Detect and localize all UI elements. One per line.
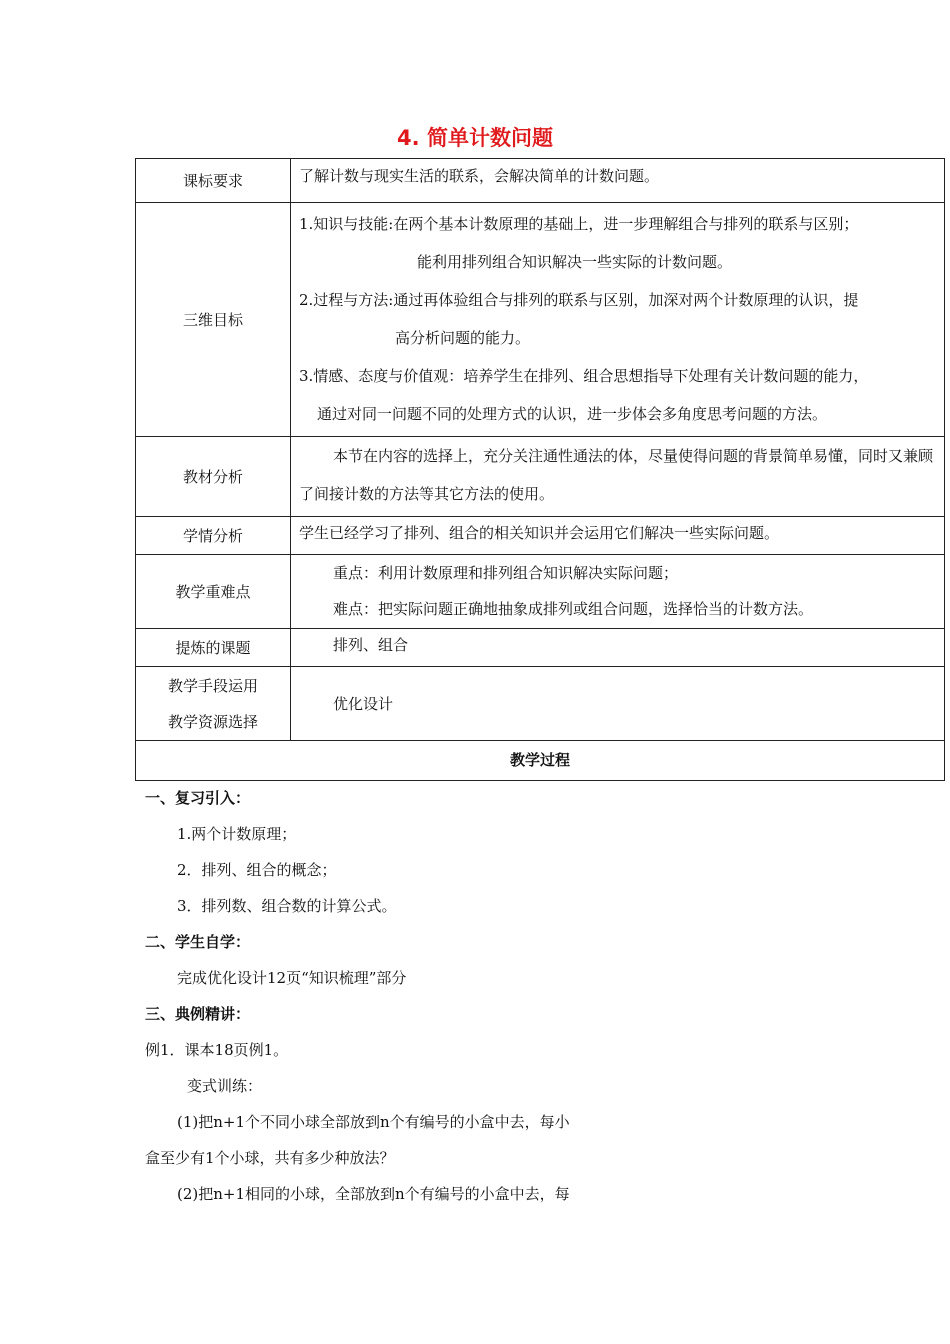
row-content [291,517,945,555]
table-row [136,159,945,203]
row-label: 提炼的课题 [136,629,291,667]
row-label: 三维目标 [136,203,291,437]
row-label: 教学重难点 [136,555,291,629]
table-row [136,555,945,629]
lesson-body [145,780,925,1212]
content-line: 高分析问题的能力。 [395,329,531,347]
text-line: (1)把n+1个不同小球全部放到n个有编号的小盒中去，每小 [177,1113,570,1131]
content-line: 2.过程与方法:通过再体验组合与排列的联系与区别，加深对两个计数原理的认识，提 [299,291,859,309]
page-title: 4. 简单计数问题 [397,126,553,150]
row-label: 课标要求 [136,159,291,203]
section-heading: 一、复习引入： [145,789,251,807]
row-label: 教材分析 [136,437,291,517]
row-content: 本节在内容的选择上，充分关注通性通法的体，尽量使得问题的背景简单易懂，同时又兼顾了间接计数的方法等其它方法的使用。 [291,437,945,517]
section-heading: 三、典例精讲： [145,1005,251,1023]
content-line: 了解计数与现实生活的联系，会解决简单的计数问题。 [299,167,660,185]
content-line: 重点：利用计数原理和排列组合知识解决实际问题； [333,564,679,582]
row-content [291,555,945,629]
content-line: 排列、组合 [333,636,409,654]
content-line: 1.知识与技能:在两个基本计数原理的基础上，进一步理解组合与排列的联系与区别； [299,215,859,233]
content-line: 难点：把实际问题正确地抽象成排列或组合问题，选择恰当的计数方法。 [333,600,814,618]
row-label [136,667,291,741]
list-item: 1.两个计数原理； [177,825,297,843]
content-line: 优化设计 [333,694,394,713]
table-row [136,437,945,517]
content-line: 学生已经学习了排列、组合的相关知识并会运用它们解决一些实际问题。 [299,524,780,542]
label-line: 教学资源选择 [167,712,258,731]
content-line: 通过对同一问题不同的处理方式的认识，进一步体会多角度思考问题的方法。 [317,405,828,423]
row-content [291,159,945,203]
text-line: (2)把n+1相同的小球，全部放到n个有编号的小盒中去，每 [177,1185,570,1203]
row-content [291,629,945,667]
table-row [136,667,945,741]
table-row [136,203,945,437]
text-line: 例1．课本18页例1。 [145,1041,289,1059]
lesson-plan-table [135,158,945,781]
section-heading: 二、学生自学： [145,933,251,951]
row-content [291,203,945,437]
table-row [136,517,945,555]
list-item: 2．排列、组合的概念； [177,861,337,879]
table-row [136,741,945,781]
process-header: 教学过程 [136,741,945,781]
label-line: 教学手段运用 [167,676,258,695]
text-line: 变式训练： [187,1077,263,1095]
list-item: 3．排列数、组合数的计算公式。 [177,897,397,915]
content-line: 3.情感、态度与价值观：培养学生在排列、组合思想指导下处理有关计数问题的能力， [299,367,869,385]
content-line: 能利用排列组合知识解决一些实际的计数问题。 [417,253,733,271]
row-label: 学情分析 [136,517,291,555]
row-content [291,667,945,741]
table-row [136,629,945,667]
text-line: 盒至少有1个小球，共有多少种放法？ [145,1149,395,1167]
list-item: 完成优化设计12页“知识梳理”部分 [177,969,407,987]
